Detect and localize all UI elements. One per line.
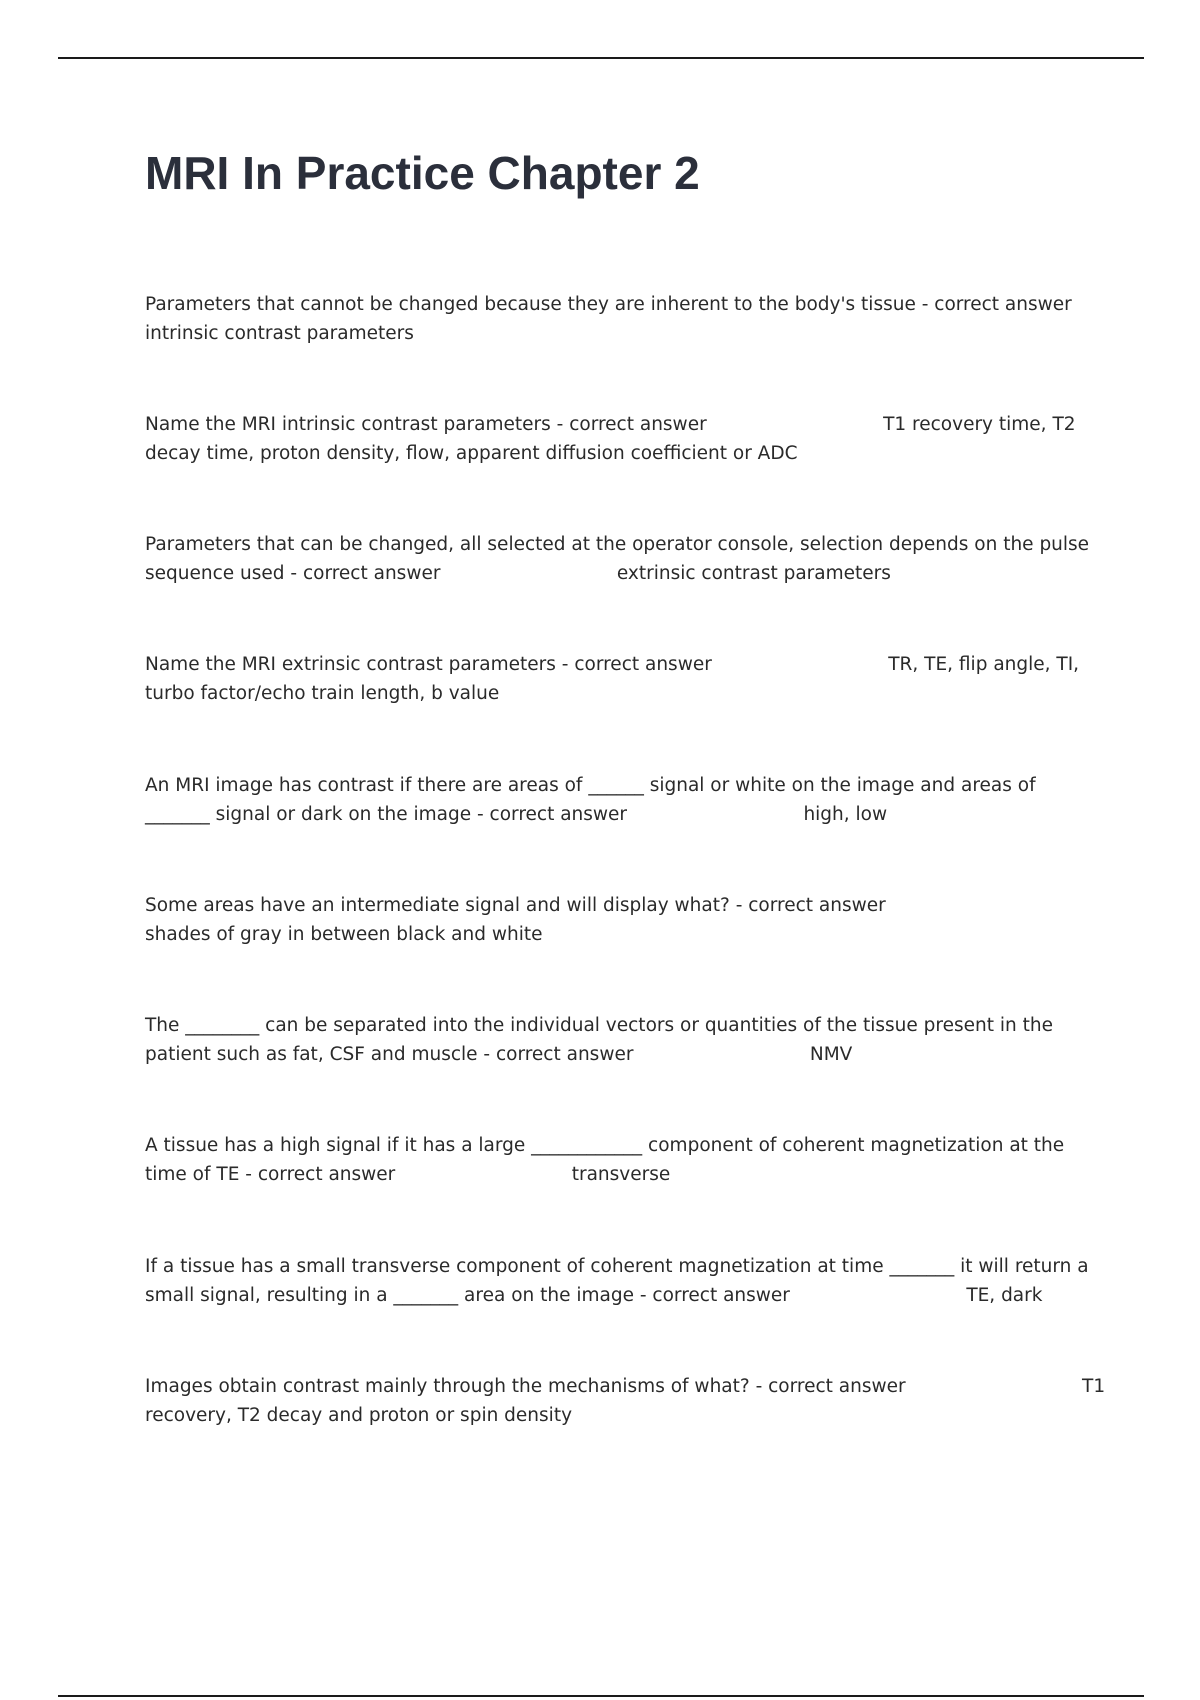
qa-item [145,1372,1106,1430]
qa-item [145,1011,1075,1069]
answer-line: patient such as fat, CSF and muscle - correct answer NMV [145,1044,853,1065]
question-line: The ________ can be separated into the individual vectors or quantities of the tissue present in the [145,1015,1053,1036]
question-line: Name the MRI extrinsic contrast parameters - correct answer TR, TE, flip angle, TI, [145,654,1080,675]
question-line: Parameters that can be changed, all selected at the operator console, selection depends on the pulse [145,534,1090,555]
answer-line: small signal, resulting in a _______ area on the image - correct answer TE, dark [145,1285,1043,1306]
qa-item [145,891,1075,949]
question-line: If a tissue has a small transverse component of coherent magnetization at time _______ it will return a [145,1256,1089,1277]
qa-item [145,1252,1089,1310]
answer-line: _______ signal or dark on the image - correct answer high, low [145,804,888,825]
bottom-divider [58,1695,1144,1697]
question-line: Name the MRI intrinsic contrast parameters - correct answer T1 recovery time, T2 [145,414,1076,435]
qa-item [145,290,1075,348]
answer-line: sequence used - correct answer extrinsic contrast parameters [145,563,891,584]
question-line: Parameters that cannot be changed because they are inherent to the body's tissue - correct answer [145,294,1072,315]
question-line: Some areas have an intermediate signal and will display what? - correct answer [145,895,886,916]
answer-line: time of TE - correct answer transverse [145,1164,671,1185]
question-line: Images obtain contrast mainly through the mechanisms of what? - correct answer T1 [145,1376,1106,1397]
qa-item [145,650,1080,708]
question-line: An MRI image has contrast if there are areas of ______ signal or white on the image and areas of [145,775,1036,796]
qa-item [145,530,1090,588]
answer-line: intrinsic contrast parameters [145,323,414,344]
qa-item [145,1131,1075,1189]
question-line: A tissue has a high signal if it has a large ____________ component of coherent magnetization at the [145,1135,1065,1156]
answer-line: shades of gray in between black and white [145,924,543,945]
qa-item [145,771,1075,829]
page-title: MRI In Practice Chapter 2 [145,147,700,199]
top-divider [58,57,1144,59]
answer-line: turbo factor/echo train length, b value [145,683,500,704]
qa-item [145,410,1075,468]
answer-line: recovery, T2 decay and proton or spin density [145,1405,573,1426]
answer-line: decay time, proton density, flow, apparent diffusion coefficient or ADC [145,443,798,464]
